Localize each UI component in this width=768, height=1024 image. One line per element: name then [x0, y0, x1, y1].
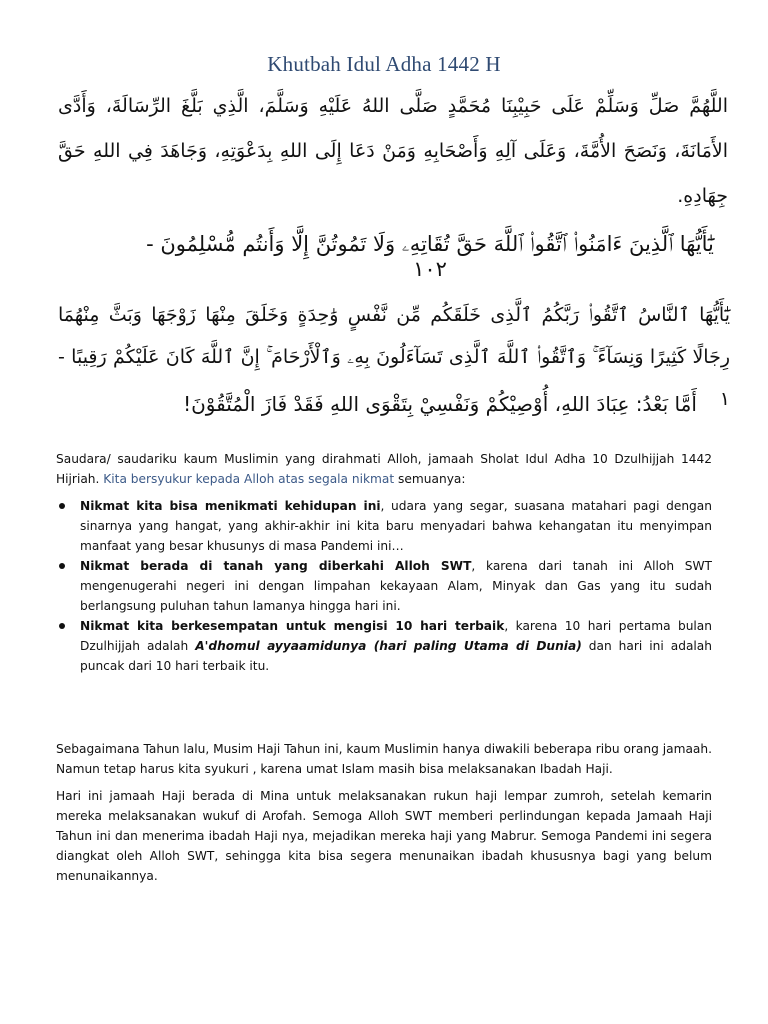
- list-item: [56, 496, 712, 556]
- bullet-text: , karena dari tanah ini Alloh SWT mengenugerahi negeri ini dengan limpahan kekayaan Alam, Minyak dan Gas yang itu sudah berlangsung puluhan tahun lamanya hingga hari ini.: [80, 559, 712, 613]
- list-item: [56, 556, 712, 616]
- intro-tail: semuanya:: [394, 472, 466, 486]
- hari-ini-paragraph: Hari ini jamaah Haji berada di Mina untuk melaksanakan rukun haji lempar zumroh, setelah kemarin mereka melaksanakan wukuf di Arofah. Semoga Alloh SWT memberi perlindungan kepada Jamaah Haji Tahun ini dan menerima ibadah Haji nya, mejadikan mereka haji yang Mabrur. Semoga Pandemi ini segera diangkat oleh Alloh SWT, sehingga kita bisa segera menunaikan ibadah khususnya bagi yang belum menunaikannya.: [56, 789, 712, 883]
- document-title: Khutbah Idul Adha 1442 H: [267, 52, 501, 76]
- bullet-bold: Nikmat kita bisa menikmati kehidupan ini: [80, 499, 381, 513]
- intro-link[interactable]: Kita bersyukur kepada Alloh atas segala nikmat: [103, 472, 395, 486]
- bullet-icon: [59, 563, 65, 569]
- bullet-text: , udara yang segar, suasana matahari pagi dengan sinarnya yang hangat, yang akhir-akhir ini kita baru menyadari bahwa kehangatan itu menyimpan manfaat yang besar khusunys di masa Pandemi ini…: [80, 499, 712, 553]
- bullet-bold: Nikmat kita berkesempatan untuk mengisi 10 hari terbaik: [80, 619, 505, 633]
- musim-haji-paragraph: Sebagaimana Tahun lalu, Musim Haji Tahun ini, kaum Muslimin hanya diwakili beberapa ribu orang jamaah. Namun tetap harus kita syukuri , karena umat Islam masih bisa melaksanakan Ibadah Haji.: [56, 742, 712, 776]
- bullet-bold: Nikmat berada di tanah yang diberkahi Alloh SWT: [80, 559, 472, 573]
- bullet-text: , karena 10 hari pertama bulan Dzulhijjah adalah: [80, 619, 712, 653]
- arabic-doa: اللَّهُمَّ صَلِّ وَسَلِّمْ عَلَى حَبِيْبِنَا مُحَمَّدٍ صَلَّى اللهُ عَلَيْهِ وَسَلَّمَ، الَّذِي بَلَّغَ الرِّسَالَةَ، وَأَدَّى الأَمَانَةَ، وَنَصَحَ الأُمَّةَ، وَعَلَى آلِهِ وَأَصْحَابِهِ وَمَنْ دَعَا إِلَى اللهِ بِدَعْوَتِهِ، وَجَاهَدَ فِي اللهِ حَقَّ جِهَادِهِ.: [58, 95, 728, 207]
- intro-text: Saudara/ saudariku kaum Muslimin yang dirahmati Alloh, jamaah Sholat Idul Adha 10 Dzulhijjah 1442 Hijriah.: [56, 452, 712, 486]
- arabic-amma-badu: أَمَّا بَعْدُ: عِبَادَ اللهِ، أُوْصِيْكُمْ وَنَفْسِيْ بِتَقْوَى اللهِ فَقَدْ فَازَ الْمُتَّقُوْنَ!: [183, 392, 697, 416]
- arabic-verse-ali-imran-102: يَٰٓأَيُّهَا ٱلَّذِينَ ءَامَنُوا۟ ٱتَّقُوا۟ ٱللَّهَ حَقَّ تُقَاتِهِۦ وَلَا تَمُوتُنَّ إِلَّا وَأَنتُم مُّسْلِمُونَ - ١٠٢: [146, 232, 714, 281]
- bullet-icon: [59, 503, 65, 509]
- arabic-verse-an-nisa-1: يَٰٓأَيُّهَا ٱلنَّاسُ ٱتَّقُوا۟ رَبَّكُمُ ٱلَّذِى خَلَقَكُم مِّن نَّفْسٍ وَٰحِدَةٍ وَخَلَقَ مِنْهَا زَوْجَهَا وَبَثَّ مِنْهُمَا رِجَالًا كَثِيرًا وَنِسَآءً ۚ وَٱتَّقُوا۟ ٱللَّهَ ٱلَّذِى تَسَآءَلُونَ بِهِۦ وَٱلْأَرْحَامَ ۚ إِنَّ ٱللَّهَ كَانَ عَلَيْكُمْ رَقِيبًا - ١: [58, 304, 730, 410]
- bullet-icon: [59, 623, 65, 629]
- bullet-emphasis: A'dhomul ayyaamidunya (hari paling Utama di Dunia): [195, 639, 582, 653]
- bullet-tail: dan hari ini adalah puncak dari 10 hari terbaik itu.: [80, 639, 713, 673]
- intro-paragraph: [56, 449, 712, 489]
- list-item: [56, 616, 712, 676]
- nikmat-list: [56, 496, 712, 676]
